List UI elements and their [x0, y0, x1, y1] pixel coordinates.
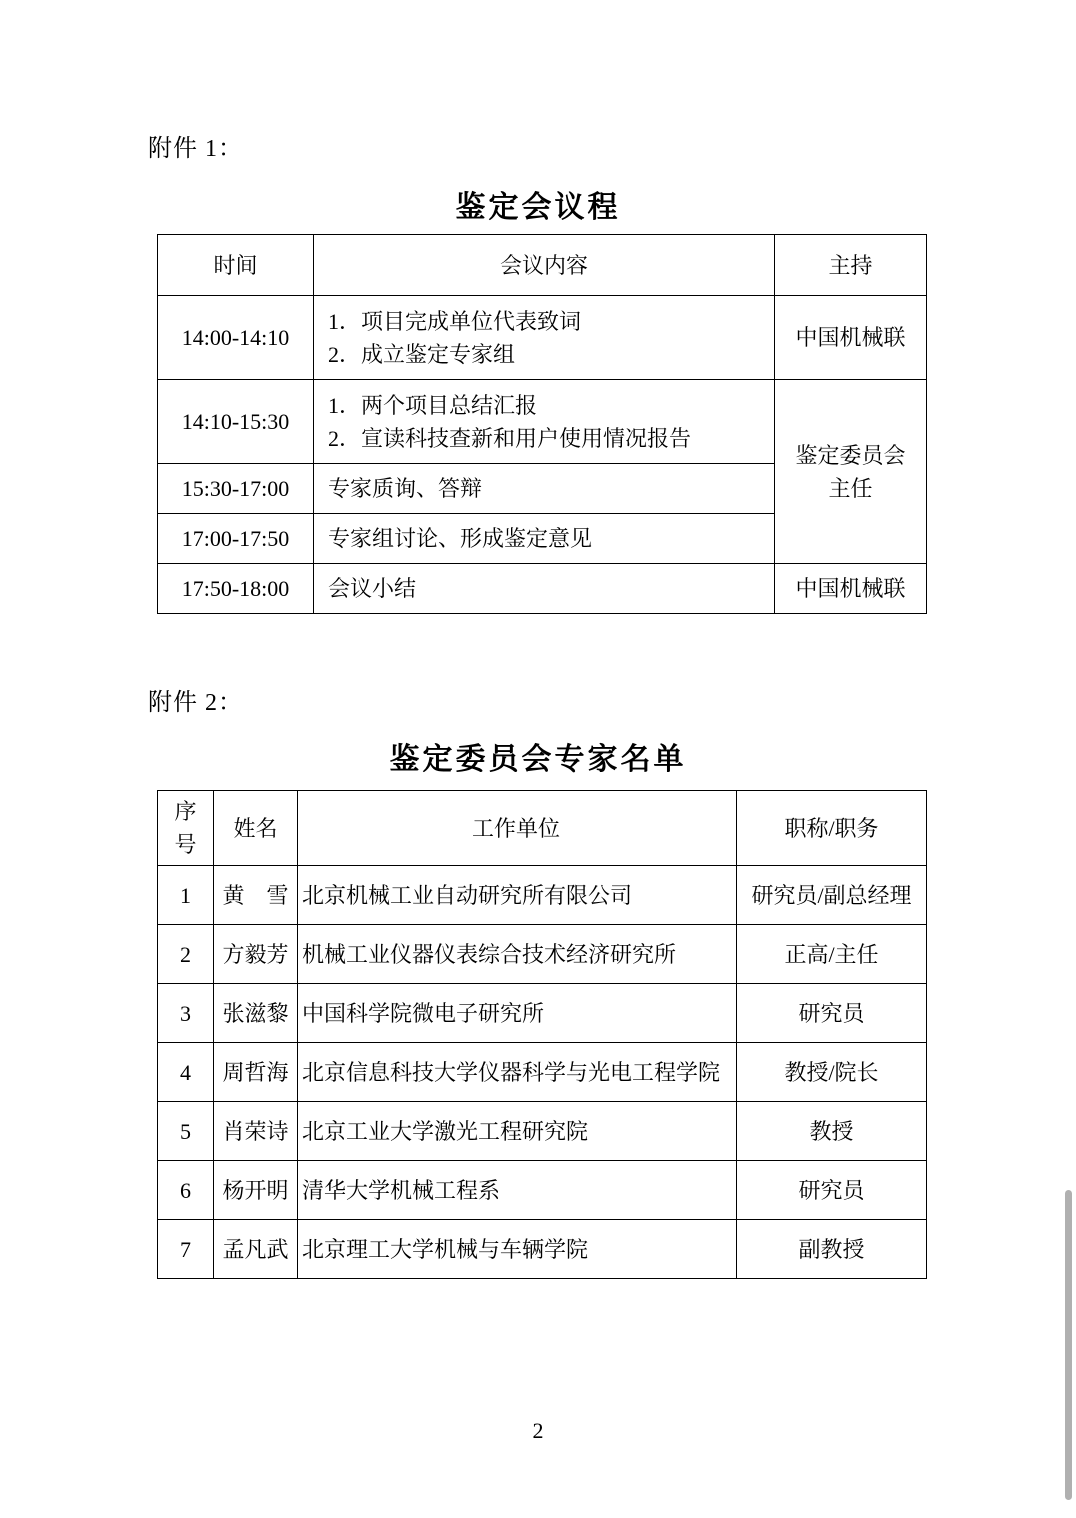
- agenda-host-line: 主任: [828, 475, 873, 501]
- expert-org: 北京机械工业自动研究所有限公司: [298, 866, 737, 925]
- expert-list-table: [157, 790, 927, 1279]
- expert-title: 教授: [737, 1102, 927, 1161]
- expert-name: 张滋黎: [214, 984, 298, 1043]
- agenda-header-content: 会议内容: [314, 235, 775, 296]
- table-row: [158, 1161, 927, 1220]
- page-number: 2: [532, 1418, 544, 1443]
- table-row: [158, 1043, 927, 1102]
- agenda-header-time: 时间: [158, 235, 314, 296]
- attachment-1-title: 鉴定会议程: [455, 191, 621, 224]
- agenda-time: 14:10-15:30: [158, 380, 314, 464]
- attachment-1-label: 附件 1：: [148, 136, 243, 162]
- expert-no: 1: [158, 866, 214, 925]
- expert-title: 研究员: [737, 984, 927, 1043]
- table-row: [158, 564, 927, 614]
- table-row: [158, 296, 927, 380]
- agenda-content-line: 2．成立鉴定专家组: [328, 341, 516, 367]
- expert-org: 北京工业大学激光工程研究院: [298, 1102, 737, 1161]
- agenda-header-host: 主持: [775, 235, 927, 296]
- attachment-2-label: 附件 2：: [148, 690, 243, 716]
- agenda-content: 专家质询、答辩: [314, 464, 775, 514]
- expert-org: 北京信息科技大学仪器科学与光电工程学院: [298, 1043, 737, 1102]
- agenda-host: 中国机械联: [775, 564, 927, 614]
- expert-name: 黄 雪: [214, 866, 298, 925]
- agenda-content-line: 2．宣读科技查新和用户使用情况报告: [328, 425, 692, 451]
- table-header-row: [158, 791, 927, 866]
- expert-title: 教授/院长: [737, 1043, 927, 1102]
- attachment-2-title: 鉴定委员会专家名单: [389, 743, 687, 776]
- agenda-time: 17:00-17:50: [158, 514, 314, 564]
- expert-name: 肖荣诗: [214, 1102, 298, 1161]
- table-row: [158, 984, 927, 1043]
- expert-org: 中国科学院微电子研究所: [298, 984, 737, 1043]
- agenda-content: 会议小结: [314, 564, 775, 614]
- table-row: [158, 1220, 927, 1279]
- agenda-time: 17:50-18:00: [158, 564, 314, 614]
- agenda-table: [157, 234, 927, 614]
- expert-no: 4: [158, 1043, 214, 1102]
- expert-title: 正高/主任: [737, 925, 927, 984]
- expert-no: 2: [158, 925, 214, 984]
- table-row: [158, 380, 927, 464]
- expert-org: 清华大学机械工程系: [298, 1161, 737, 1220]
- expert-org: 北京理工大学机械与车辆学院: [298, 1220, 737, 1279]
- expert-header-no: 序号: [158, 791, 214, 866]
- expert-title: 副教授: [737, 1220, 927, 1279]
- agenda-content: [314, 296, 775, 380]
- expert-name: 杨开明: [214, 1161, 298, 1220]
- agenda-host-line: 鉴定委员会: [795, 442, 906, 468]
- agenda-content-line: 1．项目完成单位代表致词: [328, 308, 582, 334]
- expert-org: 机械工业仪器仪表综合技术经济研究所: [298, 925, 737, 984]
- expert-name: 周哲海: [214, 1043, 298, 1102]
- expert-title: 研究员: [737, 1161, 927, 1220]
- expert-name: 孟凡武: [214, 1220, 298, 1279]
- agenda-content-line: 1．两个项目总结汇报: [328, 392, 538, 418]
- table-row: [158, 925, 927, 984]
- table-row: [158, 1102, 927, 1161]
- scrollbar-thumb[interactable]: [1065, 1190, 1072, 1500]
- expert-no: 7: [158, 1220, 214, 1279]
- agenda-content: [314, 380, 775, 464]
- table-row: [158, 866, 927, 925]
- expert-no: 6: [158, 1161, 214, 1220]
- agenda-host: [775, 380, 927, 564]
- agenda-time: 15:30-17:00: [158, 464, 314, 514]
- agenda-content: 专家组讨论、形成鉴定意见: [314, 514, 775, 564]
- expert-header-org: 工作单位: [298, 791, 737, 866]
- expert-name: 方毅芳: [214, 925, 298, 984]
- expert-header-title: 职称/职务: [737, 791, 927, 866]
- table-header-row: [158, 235, 927, 296]
- expert-no: 3: [158, 984, 214, 1043]
- expert-header-name: 姓名: [214, 791, 298, 866]
- agenda-host: 中国机械联: [775, 296, 927, 380]
- expert-title: 研究员/副总经理: [737, 866, 927, 925]
- expert-no: 5: [158, 1102, 214, 1161]
- agenda-time: 14:00-14:10: [158, 296, 314, 380]
